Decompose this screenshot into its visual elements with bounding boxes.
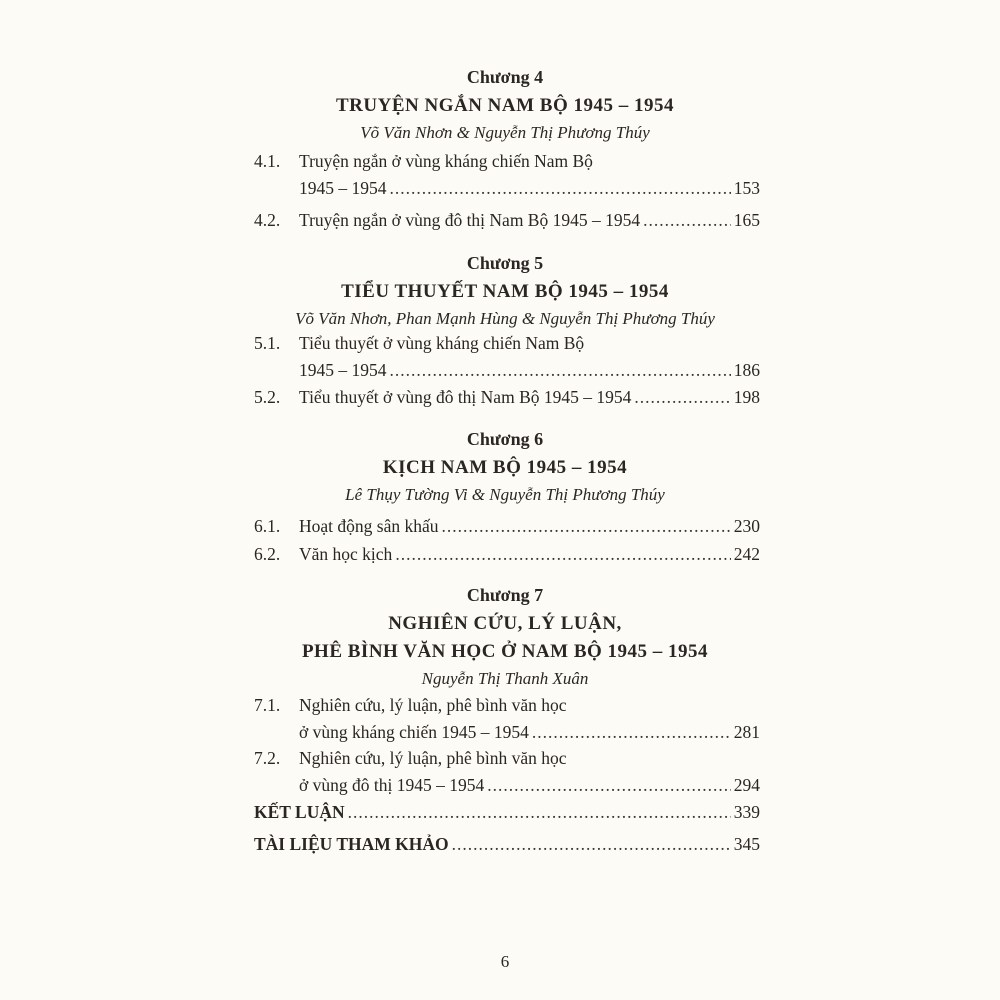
- entry-page: 339: [733, 802, 760, 822]
- entry-title-cont: 1945 – 1954: [299, 360, 387, 380]
- entry-number: 7.1.: [254, 695, 281, 715]
- chapter-author: Lê Thụy Tường Vi & Nguyễn Thị Phương Thúy: [345, 485, 665, 504]
- page-number: 6: [500, 952, 510, 971]
- toc-entry-references: [254, 831, 760, 858]
- entry-page: 165: [733, 210, 760, 230]
- entry-title: TÀI LIỆU THAM KHẢO: [254, 834, 449, 854]
- dot-leader: [487, 772, 731, 799]
- toc-entry-5-2: [254, 384, 760, 411]
- entry-title: Tiểu thuyết ở vùng kháng chiến Nam Bộ: [299, 333, 585, 353]
- dot-leader: [634, 384, 730, 411]
- entry-page: 242: [733, 544, 760, 564]
- chapter-title: TIỂU THUYẾT NAM BỘ 1945 – 1954: [341, 281, 669, 302]
- entry-page: 186: [733, 360, 760, 380]
- chapter-4-heading: [250, 66, 760, 145]
- chapter-title-line1: NGHIÊN CỨU, LÝ LUẬN,: [388, 613, 622, 634]
- chapter-label: Chương 5: [466, 253, 544, 273]
- chapter-title: TRUYỆN NGẮN NAM BỘ 1945 – 1954: [336, 95, 674, 116]
- entry-title: Văn học kịch: [299, 544, 393, 564]
- dot-leader: [442, 513, 731, 540]
- entry-number: 5.2.: [254, 387, 281, 407]
- entry-title: Hoạt động sân khấu: [299, 516, 439, 536]
- entry-title: Truyện ngắn ở vùng đô thị Nam Bộ 1945 – 1954: [299, 210, 641, 230]
- entry-title-cont: 1945 – 1954: [299, 178, 387, 198]
- entry-title-cont: ở vùng kháng chiến 1945 – 1954: [299, 722, 529, 742]
- dot-leader: [390, 357, 731, 384]
- entry-title: KẾT LUẬN: [254, 802, 345, 822]
- entry-number: 6.2.: [254, 544, 281, 564]
- toc-entry-7-2: [254, 745, 760, 799]
- toc-entry-6-2: [254, 541, 760, 568]
- chapter-5-heading: [250, 252, 760, 331]
- entry-number: 4.2.: [254, 210, 281, 230]
- dot-leader: [390, 175, 731, 202]
- entry-page: 198: [733, 387, 760, 407]
- entry-page: 294: [733, 775, 760, 795]
- entry-number: 5.1.: [254, 333, 281, 353]
- toc-entry-7-1: [254, 692, 760, 746]
- toc-entry-conclusion: [254, 799, 760, 826]
- dot-leader: [395, 541, 730, 568]
- entry-page: 153: [733, 178, 760, 198]
- dot-leader: [643, 207, 731, 234]
- toc-entry-5-1: [254, 330, 760, 384]
- toc-entry-4-2: [254, 207, 760, 234]
- chapter-title: KỊCH NAM BỘ 1945 – 1954: [382, 457, 628, 478]
- entry-title: Truyện ngắn ở vùng kháng chiến Nam Bộ: [299, 151, 593, 171]
- chapter-7-heading: [250, 584, 760, 691]
- chapter-6-heading: [250, 428, 760, 507]
- entry-page: 345: [733, 834, 760, 854]
- entry-number: 7.2.: [254, 748, 281, 768]
- dot-leader: [348, 799, 731, 826]
- entry-page: 230: [733, 516, 760, 536]
- toc-entry-6-1: [254, 513, 760, 540]
- entry-number: 6.1.: [254, 516, 281, 536]
- chapter-author: Võ Văn Nhơn & Nguyễn Thị Phương Thúy: [360, 123, 650, 142]
- chapter-label: Chương 6: [466, 429, 544, 449]
- chapter-title-line2: PHÊ BÌNH VĂN HỌC Ở NAM BỘ 1945 – 1954: [301, 641, 709, 662]
- entry-title-cont: ở vùng đô thị 1945 – 1954: [299, 775, 485, 795]
- entry-title: Tiểu thuyết ở vùng đô thị Nam Bộ 1945 – 1954: [299, 387, 632, 407]
- entry-title: Nghiên cứu, lý luận, phê bình văn học: [299, 748, 567, 768]
- dot-leader: [452, 831, 731, 858]
- toc-entry-4-1: [254, 148, 760, 202]
- entry-page: 281: [733, 722, 760, 742]
- chapter-label: Chương 4: [466, 67, 544, 87]
- entry-title: Nghiên cứu, lý luận, phê bình văn học: [299, 695, 567, 715]
- entry-number: 4.1.: [254, 151, 281, 171]
- chapter-author: Võ Văn Nhơn, Phan Mạnh Hùng & Nguyễn Thị Phương Thúy: [295, 309, 715, 328]
- chapter-label: Chương 7: [466, 585, 544, 605]
- dot-leader: [532, 719, 731, 746]
- chapter-author: Nguyễn Thị Thanh Xuân: [421, 669, 589, 688]
